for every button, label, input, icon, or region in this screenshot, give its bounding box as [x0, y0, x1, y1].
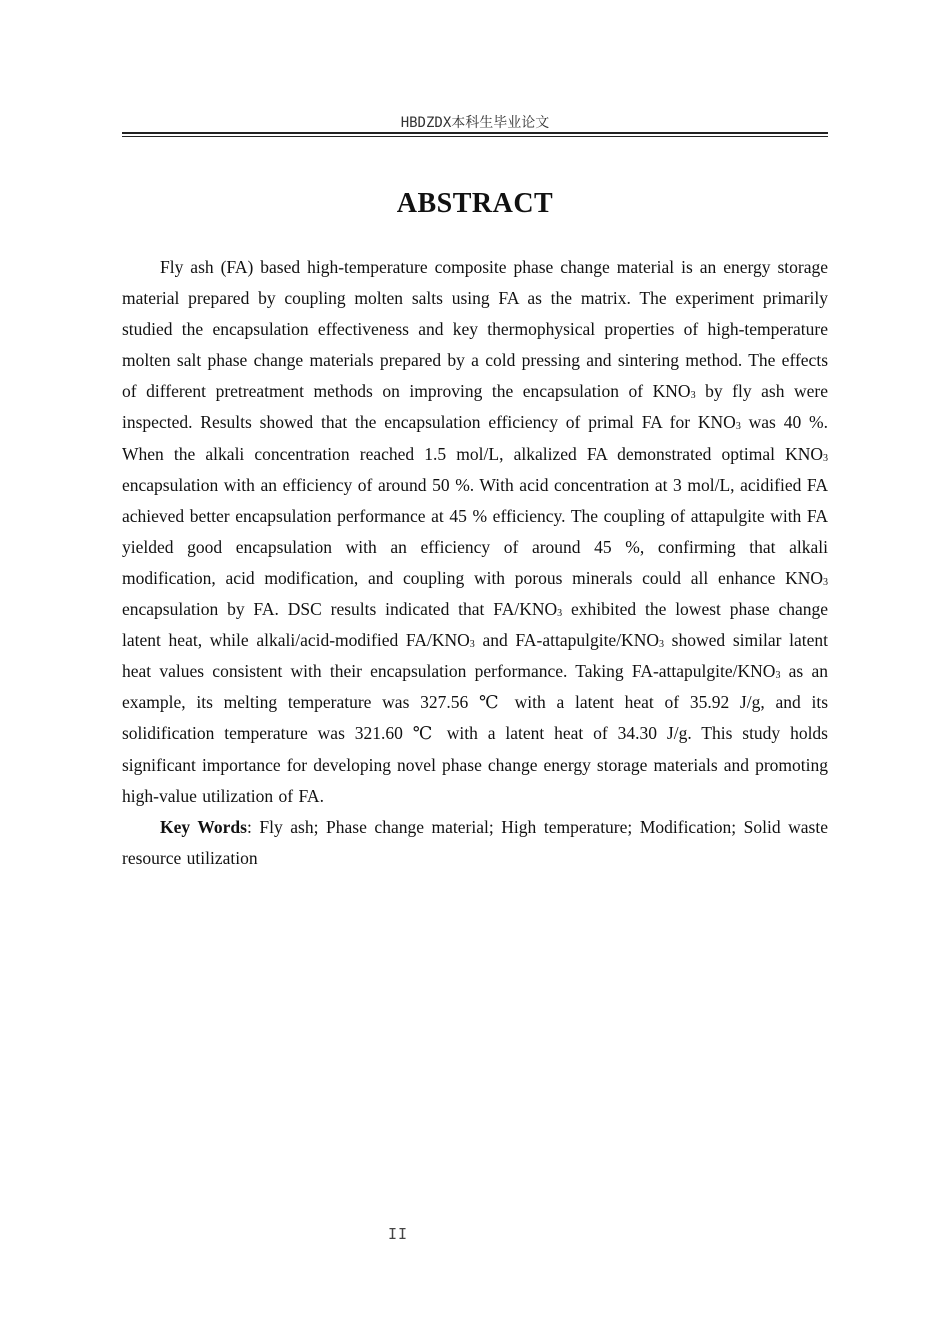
keywords-text: Fly ash; Phase change material; High temperature; Modification; Solid waste resource utilization: [122, 816, 828, 868]
abstract-title: ABSTRACT: [396, 188, 554, 219]
abstract-text-9: as an example, its melting temperature was 327.56 ℃ with a latent heat of 35.92 J/g, and its solidification temperature was 321.60 ℃ with a latent heat of 34.30 J/g. This study holds significant importance for developing novel phase change energy storage materials and promoting high-value utilization of FA.: [122, 661, 828, 806]
abstract-text-7: and FA-attapulgite/KNO: [474, 630, 659, 651]
abstract-paragraph: [122, 252, 828, 812]
header-rule-thick: [122, 132, 828, 134]
abstract-text-1: Fly ash (FA) based high-temperature composite phase change material is an energy storage material prepared by coupling molten salts using FA as the matrix. The experiment primarily studied the encapsulation effectiveness and key thermophysical properties of high-temperature molten salt phase change materials prepared by a cold pressing and sintering method. The effects of different pretreatment methods on improving the encapsulation of KNO: [122, 257, 828, 402]
page-number: II: [387, 1225, 409, 1243]
abstract-text-8: showed similar latent heat values consistent with their encapsulation performance. Taking FA-attapulgite/KNO: [122, 630, 828, 682]
keywords-paragraph: [122, 812, 828, 874]
abstract-body: [122, 252, 828, 874]
subscript-3: 3: [775, 670, 781, 682]
subscript-3: 3: [658, 639, 664, 651]
abstract-text-4: encapsulation with an efficiency of around 50 %. With acid concentration at 3 mol/L, acidified FA achieved better encapsulation performance at 45 % efficiency. The coupling of attapulgite with FA yielded good encapsulation with an efficiency of around 45 %, confirming that alkali modification, acid modification, and coupling with porous minerals could all enhance KNO: [122, 474, 828, 588]
abstract-text-5: encapsulation by FA. DSC results indicated that FA/KNO: [122, 599, 558, 620]
subscript-3: 3: [823, 452, 828, 464]
running-header: HBDZDX本科生毕业论文: [400, 115, 550, 131]
subscript-3: 3: [823, 576, 828, 588]
keywords-separator: :: [246, 816, 260, 837]
keywords-label: Key Words: [160, 816, 247, 837]
subscript-3: 3: [735, 421, 741, 433]
abstract-text-6: exhibited the lowest phase change latent heat, while alkali/acid-modified FA/KNO: [122, 599, 828, 651]
abstract-text-2: by fly ash were inspected. Results showed that the encapsulation efficiency of primal FA for KNO: [122, 381, 828, 433]
abstract-text-3: was 40 %. When the alkali concentration reached 1.5 mol/L, alkalized FA demonstrated optimal KNO: [122, 412, 828, 464]
header-rule-thin: [122, 136, 828, 137]
subscript-3: 3: [469, 639, 475, 651]
subscript-3: 3: [557, 608, 563, 620]
subscript-3: 3: [690, 390, 696, 402]
